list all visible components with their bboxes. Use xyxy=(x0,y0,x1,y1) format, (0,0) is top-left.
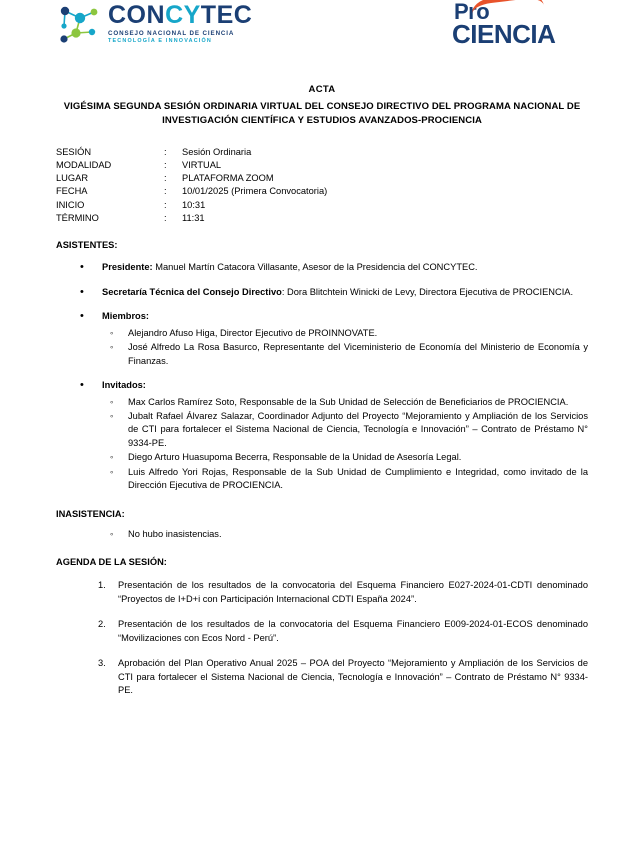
asistentes-list xyxy=(56,261,588,493)
list-item: ◦ José Alfredo La Rosa Basurco, Representante del Viceministerio de Economía del Ministerio de Economía y Finanzas. xyxy=(102,341,588,368)
page-title: VIGÉSIMA SEGUNDA SESIÓN ORDINARIA VIRTUAL DEL CONSEJO DIRECTIVO DEL PROGRAMA NACIONAL DE INVESTIGACIÓN CIENTÍFICA Y ESTUDIOS AVANZADOS-PROCIENCIA xyxy=(63,101,581,126)
invitados-list xyxy=(102,396,588,493)
molecule-icon xyxy=(56,2,102,46)
meta-colon: : xyxy=(164,173,167,184)
list-item: ◦ Jubalt Rafael Álvarez Salazar, Coordinador Adjunto del Proyecto “Mejoramiento y Ampliación de los Servicios de CTI para fortalecer el Sistema Nacional de Ciencia, Tecnología e Innovación” – Contrato de Préstamo N° 9334-PE. xyxy=(102,410,588,450)
meta-row xyxy=(56,172,588,185)
list-item: ◦ Luis Alfredo Yori Rojas, Responsable de la Sub Unidad de Cumplimiento e Integridad, como invitado de la Dirección Ejecutiva de PROCIENCIA. xyxy=(102,466,588,493)
presidente-label: Presidente: xyxy=(102,262,153,273)
agenda-heading: AGENDA DE LA SESIÓN: xyxy=(56,557,167,568)
list-item: ◦ Alejandro Afuso Higa, Director Ejecutivo de PROINNOVATE. xyxy=(102,327,588,340)
meta-colon: : xyxy=(164,212,167,223)
list-item xyxy=(56,286,588,299)
invitados-label: Invitados: xyxy=(102,380,146,391)
session-meta-table xyxy=(56,146,588,226)
meta-row xyxy=(56,199,588,212)
list-item: Presentación de los resultados de la convocatoria del Esquema Financiero E027-2024-01-CDTI denominado “Proyectos de I+D+i con Participación Internacional CDTI España 2024”. xyxy=(118,580,588,604)
prociencia-line-2: CIENCIA xyxy=(452,19,556,50)
meta-label: FECHA xyxy=(56,186,88,197)
concytec-logo xyxy=(56,2,252,46)
logo-bar xyxy=(0,0,644,62)
list-item xyxy=(56,379,588,493)
meta-row xyxy=(56,185,588,198)
presidente-text: Manuel Martín Catacora Villasante, Asesor de la Presidencia del CONCYTEC. xyxy=(152,262,478,273)
meta-colon: : xyxy=(164,159,167,170)
meta-label: TÉRMINO xyxy=(56,212,99,223)
meta-value: 10/01/2025 (Primera Convocatoria) xyxy=(182,186,328,197)
list-item: ◦ Max Carlos Ramírez Soto, Responsable de la Sub Unidad de Selección de Beneficiarios de PROCIENCIA. xyxy=(102,396,588,409)
concytec-wordmark: CONCYTEC xyxy=(108,1,253,30)
asistentes-heading: ASISTENTES: xyxy=(56,240,118,251)
miembros-list xyxy=(102,327,588,368)
meta-label: INICIO xyxy=(56,199,85,210)
meta-colon: : xyxy=(164,199,167,210)
concytec-subtitle-1: CONSEJO NACIONAL DE CIENCIA xyxy=(108,30,235,38)
meta-colon: : xyxy=(164,146,167,157)
prociencia-line-1: Pro xyxy=(452,2,555,21)
list-item xyxy=(56,261,588,274)
concytec-subtitle-2: TECNOLOGÍA E INNOVACIÓN xyxy=(108,38,212,45)
list-item: Presentación de los resultados de la convocatoria del Esquema Financiero E009-2024-01-ECOS denominado “Movilizaciones con Ecos Nord - Perú”. xyxy=(118,619,588,643)
secretaria-label: Secretaría Técnica del Consejo Directivo xyxy=(102,286,282,297)
meta-colon: : xyxy=(164,186,167,197)
inasistencia-heading: INASISTENCIA: xyxy=(56,508,125,519)
meta-value: Sesión Ordinaria xyxy=(182,146,252,157)
meta-row xyxy=(56,159,588,172)
meta-label: LUGAR xyxy=(56,173,89,184)
inasistencia-list xyxy=(56,528,588,541)
meta-value: VIRTUAL xyxy=(182,159,222,170)
meta-row xyxy=(56,146,588,159)
list-item: ◦ No hubo inasistencias. xyxy=(56,528,588,541)
acta-label: ACTA xyxy=(308,84,336,95)
list-item xyxy=(56,310,588,368)
agenda-list xyxy=(56,579,588,697)
secretaria-text: : Dora Blitchtein Winicki de Levy, Directora Ejecutiva de PROCIENCIA. xyxy=(281,286,574,297)
meta-value: 10:31 xyxy=(182,199,206,210)
list-item: Aprobación del Plan Operativo Anual 2025 – POA del Proyecto “Mejoramiento y Ampliación de los Servicios de CTI para fortalecer el Sistema Nacional de Ciencia, Tecnología e Innovación” – Contrato de Préstamo N° 9334-PE. xyxy=(118,658,588,696)
meta-value: PLATAFORMA ZOOM xyxy=(182,173,274,184)
document-body xyxy=(0,84,644,698)
miembros-label: Miembros: xyxy=(102,311,150,322)
prociencia-logo xyxy=(452,0,556,50)
meta-row xyxy=(56,212,588,225)
meta-value: 11:31 xyxy=(182,212,205,223)
meta-label: MODALIDAD xyxy=(56,159,112,170)
meta-label: SESIÓN xyxy=(56,146,92,157)
list-item: ◦ Diego Arturo Huasupoma Becerra, Responsable de la Unidad de Asesoría Legal. xyxy=(102,451,588,464)
